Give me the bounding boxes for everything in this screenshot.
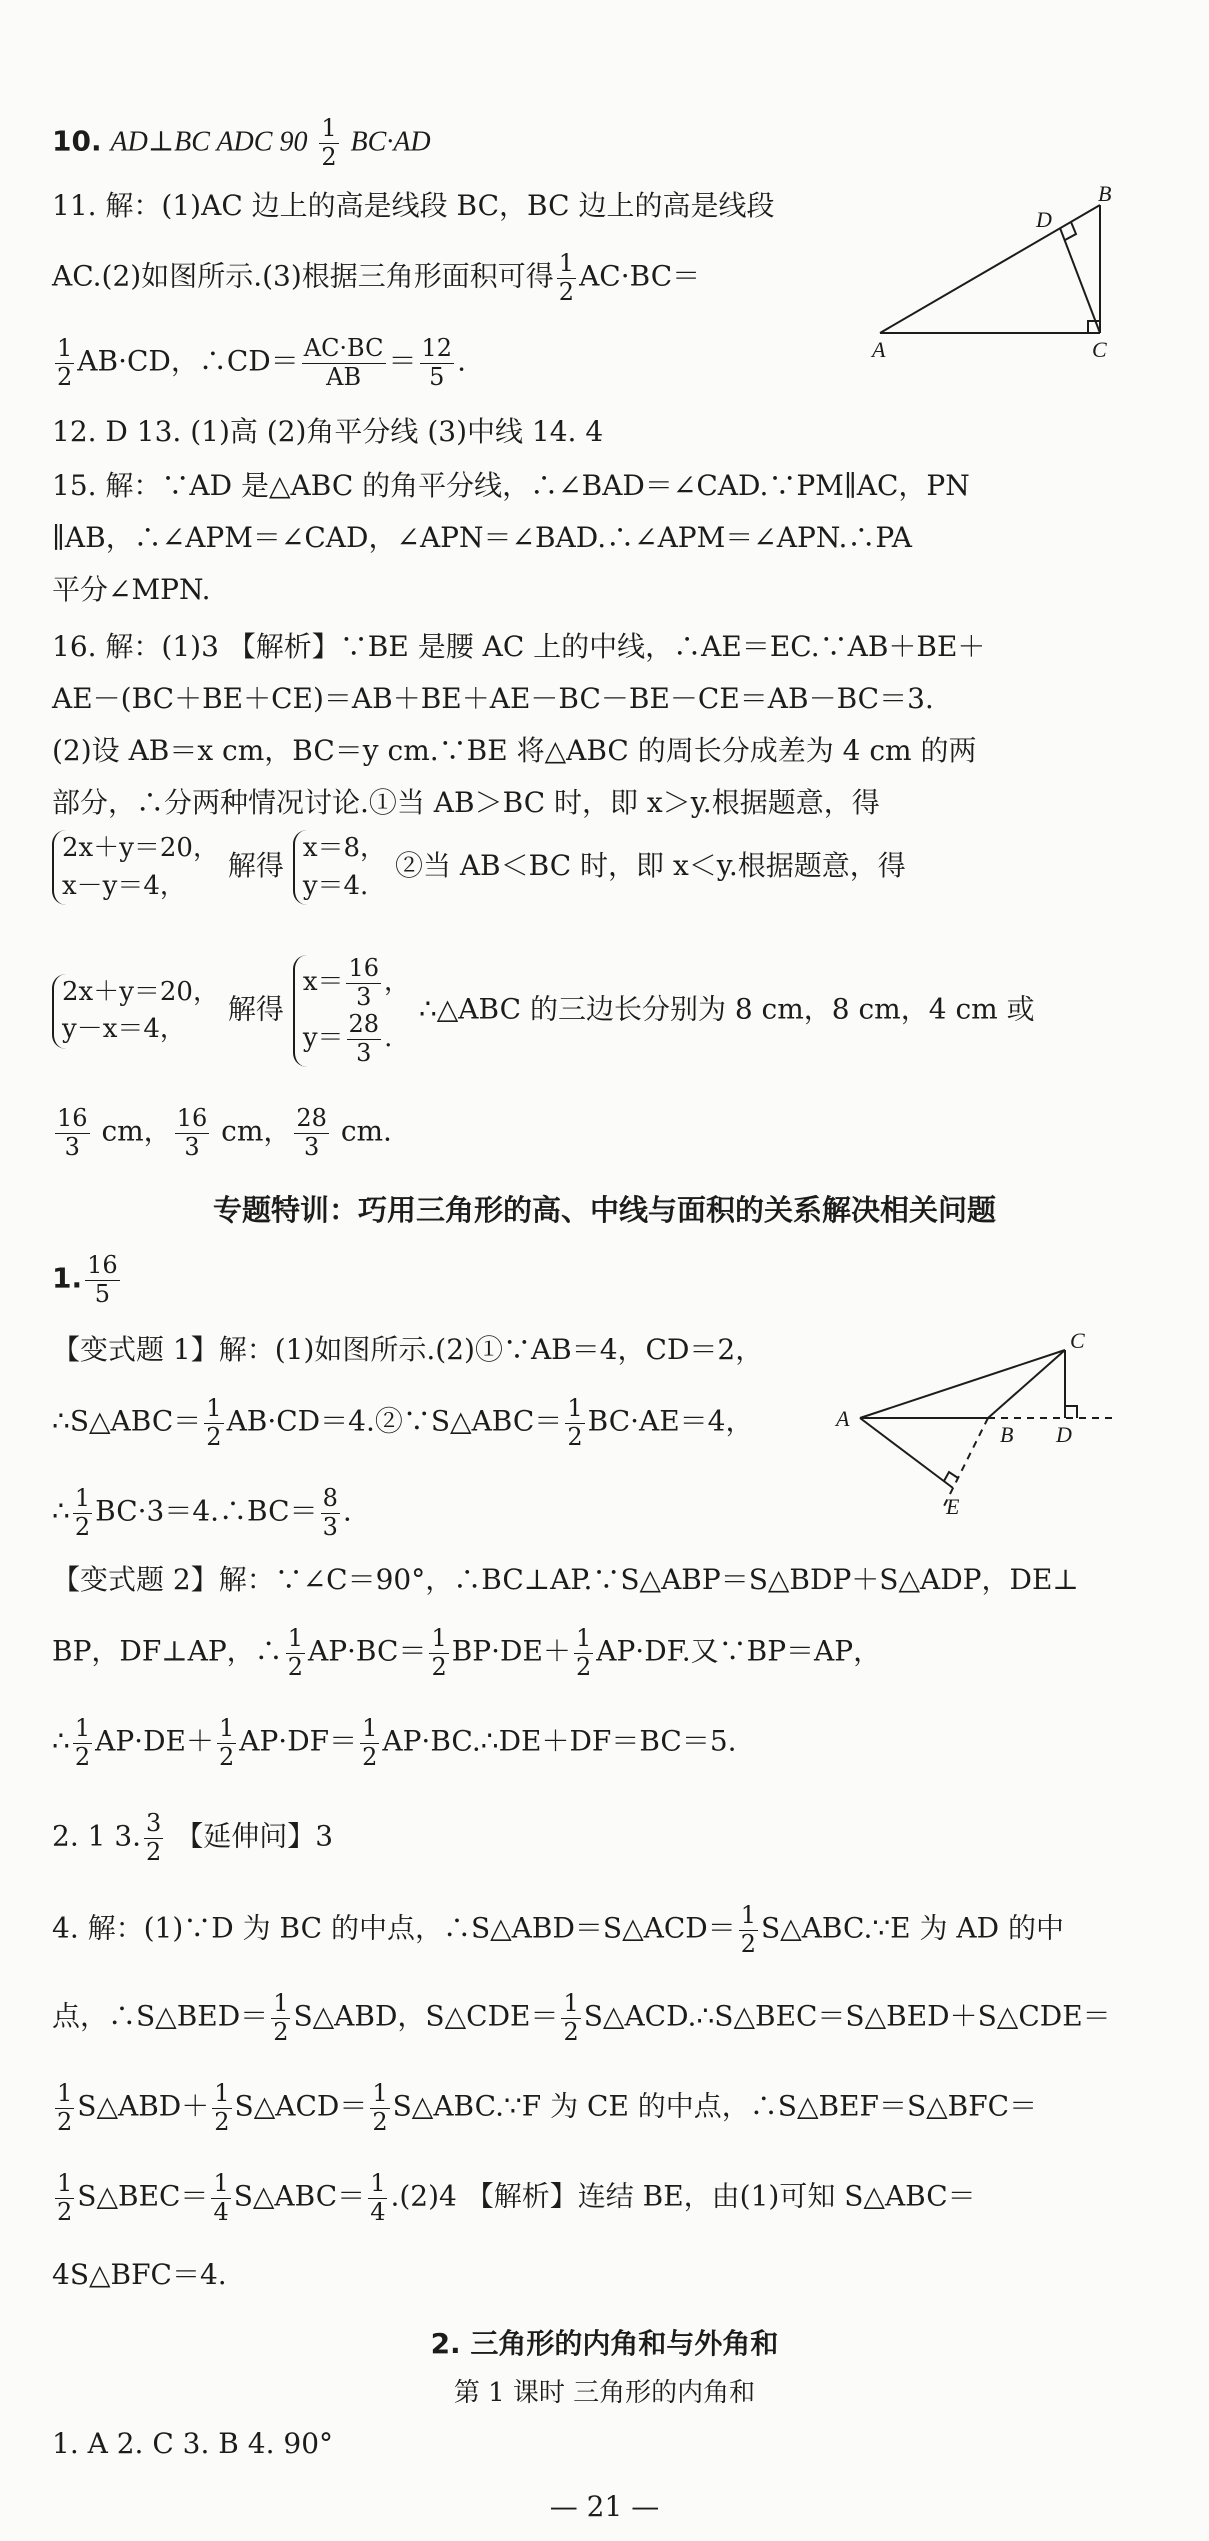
special-q1: 1. $\frac{16}{5}$ — [52, 1251, 118, 1308]
figure-right-triangle — [860, 185, 1120, 365]
q12-14-line: 12. D 13. (1)高 (2)角平分线 (3)中线 14. 4 — [52, 415, 604, 448]
q11-line-3: $\frac{1}{2}$ AB·CD，∴CD＝ $\frac{AC\cdot BC}{AB}$ ＝ $\frac{12}{5}$ . — [57, 334, 466, 391]
section2-subtitle: 第 1 课时 三角形的内角和 — [453, 2378, 756, 2408]
q16-line-2: AE－(BC＋BE＋CE)＝AB＋BE＋AE－BC－BE－CE＝AB－BC＝3. — [52, 682, 934, 715]
variant2-line-3: ∴ $\frac{1}{2}$ AP·DE＋ $\frac{1}{2}$ AP·DF＝ $\frac{1}{2}$ AP·BC.∴DE＋DF＝BC＝5. — [52, 1714, 737, 1771]
q16-line-3: (2)设 AB＝x cm，BC＝y cm.∵BE 将△ABC 的周长分成差为 4 cm 的两 — [52, 734, 977, 767]
q15-line-3: 平分∠MPN. — [52, 573, 211, 606]
fig1-label-b: B — [1098, 185, 1112, 206]
variant1-line-1: 【变式题 1】解：(1)如图所示.(2)①∵AB＝4，CD＝2， — [52, 1333, 764, 1366]
fig1-altitude-cd — [1060, 228, 1100, 333]
special-q4-line-4: $\frac{1}{2}$ S△BEC＝ $\frac{1}{4}$ S△ABC＝ $\frac{1}{4}$ .(2)4 【解析】连结 BE，由(1)可知 S△ABC＝ — [57, 2169, 976, 2226]
special-q4-line-1: 4. 解：(1)∵D 为 BC 的中点，∴S△ABD＝S△ACD＝ $\frac{1}{2}$ S△ABC.∵E 为 AD 的中 — [52, 1901, 1064, 1958]
fig2-right-angle-e — [944, 1472, 958, 1481]
fig1-label-d: D — [1036, 207, 1052, 232]
fig2-label-e: E — [946, 1494, 960, 1519]
q11-line-1: 11. 解：(1)AC 边上的高是线段 BC，BC 边上的高是线段 — [52, 189, 775, 222]
q15-line-1: 15. 解：∵AD 是△ABC 的角平分线，∴∠BAD＝∠CAD.∵PM∥AC，PN — [52, 469, 970, 502]
figure-obtuse-triangle — [830, 1320, 1130, 1520]
fraction: $\frac{1}{2}$ — [321, 114, 337, 171]
variant1-line-2: ∴S△ABC＝ $\frac{1}{2}$ AB·CD＝4.②∵S△ABC＝ $\frac{1}{2}$ BC·AE＝4， — [52, 1394, 754, 1451]
q16-system-1: 2x＋y＝20， x－y＝4， 解得 x＝8， y＝4. ②当 AB＜BC 时，即 x＜y.根据题意，得 — [52, 830, 906, 905]
fig2-label-b: B — [1000, 1422, 1014, 1447]
q16-line-7: $\frac{16}{3}$ cm， $\frac{16}{3}$ cm， $\frac{28}{3}$ cm. — [57, 1104, 392, 1161]
section2-answers: 1. A 2. C 3. B 4. 90° — [52, 2427, 334, 2460]
q16-line-1: 16. 解：(1)3 【解析】∵BE 是腰 AC 上的中线，∴AE＝EC.∵AB＋BE＋ — [52, 630, 986, 663]
fig1-side-ab — [880, 205, 1100, 333]
variant1-line-3: ∴ $\frac{1}{2}$ BC·3＝4.∴BC＝ $\frac{8}{3}$ . — [52, 1484, 352, 1541]
q10-line: 10. AD⊥BC ADC 90 $\frac{1}{2}$ BC·AD — [52, 114, 431, 171]
variant2-line-2: BP，DF⊥AP，∴ $\frac{1}{2}$ AP·BC＝ $\frac{1}{2}$ BP·DE＋ $\frac{1}{2}$ AP·DF.又∵BP＝AP， — [52, 1624, 882, 1681]
special-title: 专题特训：巧用三角形的高、中线与面积的关系解决相关问题 — [212, 1193, 996, 1227]
fig2-side-ac — [860, 1350, 1065, 1418]
q15-line-2: ∥AB，∴∠APM＝∠CAD，∠APN＝∠BAD.∴∠APM＝∠APN.∴PA — [52, 521, 912, 554]
fig2-altitude-ae — [860, 1418, 953, 1488]
special-q4-line-5: 4S△BFC＝4. — [52, 2258, 227, 2291]
fig1-label-c: C — [1092, 337, 1107, 362]
fig2-right-angle-d — [1065, 1406, 1077, 1418]
q16-line-4: 部分，∴分两种情况讨论.①当 AB＞BC 时，即 x＞y.根据题意，得 — [52, 786, 880, 819]
fig2-label-c: C — [1070, 1328, 1085, 1353]
special-q4-line-3: $\frac{1}{2}$ S△ABD＋ $\frac{1}{2}$ S△ACD＝ $\frac{1}{2}$ S△ABC.∵F 为 CE 的中点，∴S△BEF＝S△BFC＝ — [57, 2079, 1038, 2136]
fig2-side-bc — [988, 1350, 1065, 1418]
page-number: — 21 — — [549, 2490, 660, 2523]
special-q4-line-2: 点，∴S△BED＝ $\frac{1}{2}$ S△ABD，S△CDE＝ $\frac{1}{2}$ S△ACD.∴S△BEC＝S△BED＋S△CDE＝ — [52, 1989, 1111, 2046]
special-q2-3: 2. 1 3. $\frac{3}{2}$ 【延伸问】3 — [52, 1809, 334, 1866]
q16-system-2: 2x＋y＝20， y－x＝4， 解得 x＝ $\frac{16}{3}$ ， y＝ $\frac{28}{3}$ . ∴△ABC 的三边长分别为 8 cm，8 cm，4 cm 或 — [52, 955, 1035, 1067]
q11-line-2: AC.(2)如图所示.(3)根据三角形面积可得 $\frac{1}{2}$ AC·BC＝ — [52, 249, 701, 306]
fig1-label-a: A — [872, 337, 886, 362]
section2-title: 2. 三角形的内角和与外角和 — [430, 2327, 779, 2360]
fig2-label-a: A — [836, 1406, 850, 1431]
fig2-label-d: D — [1056, 1422, 1072, 1447]
variant2-line-1: 【变式题 2】解：∵∠C＝90°，∴BC⊥AP.∵S△ABP＝S△BDP＋S△ADP，DE⊥ — [52, 1563, 1079, 1596]
